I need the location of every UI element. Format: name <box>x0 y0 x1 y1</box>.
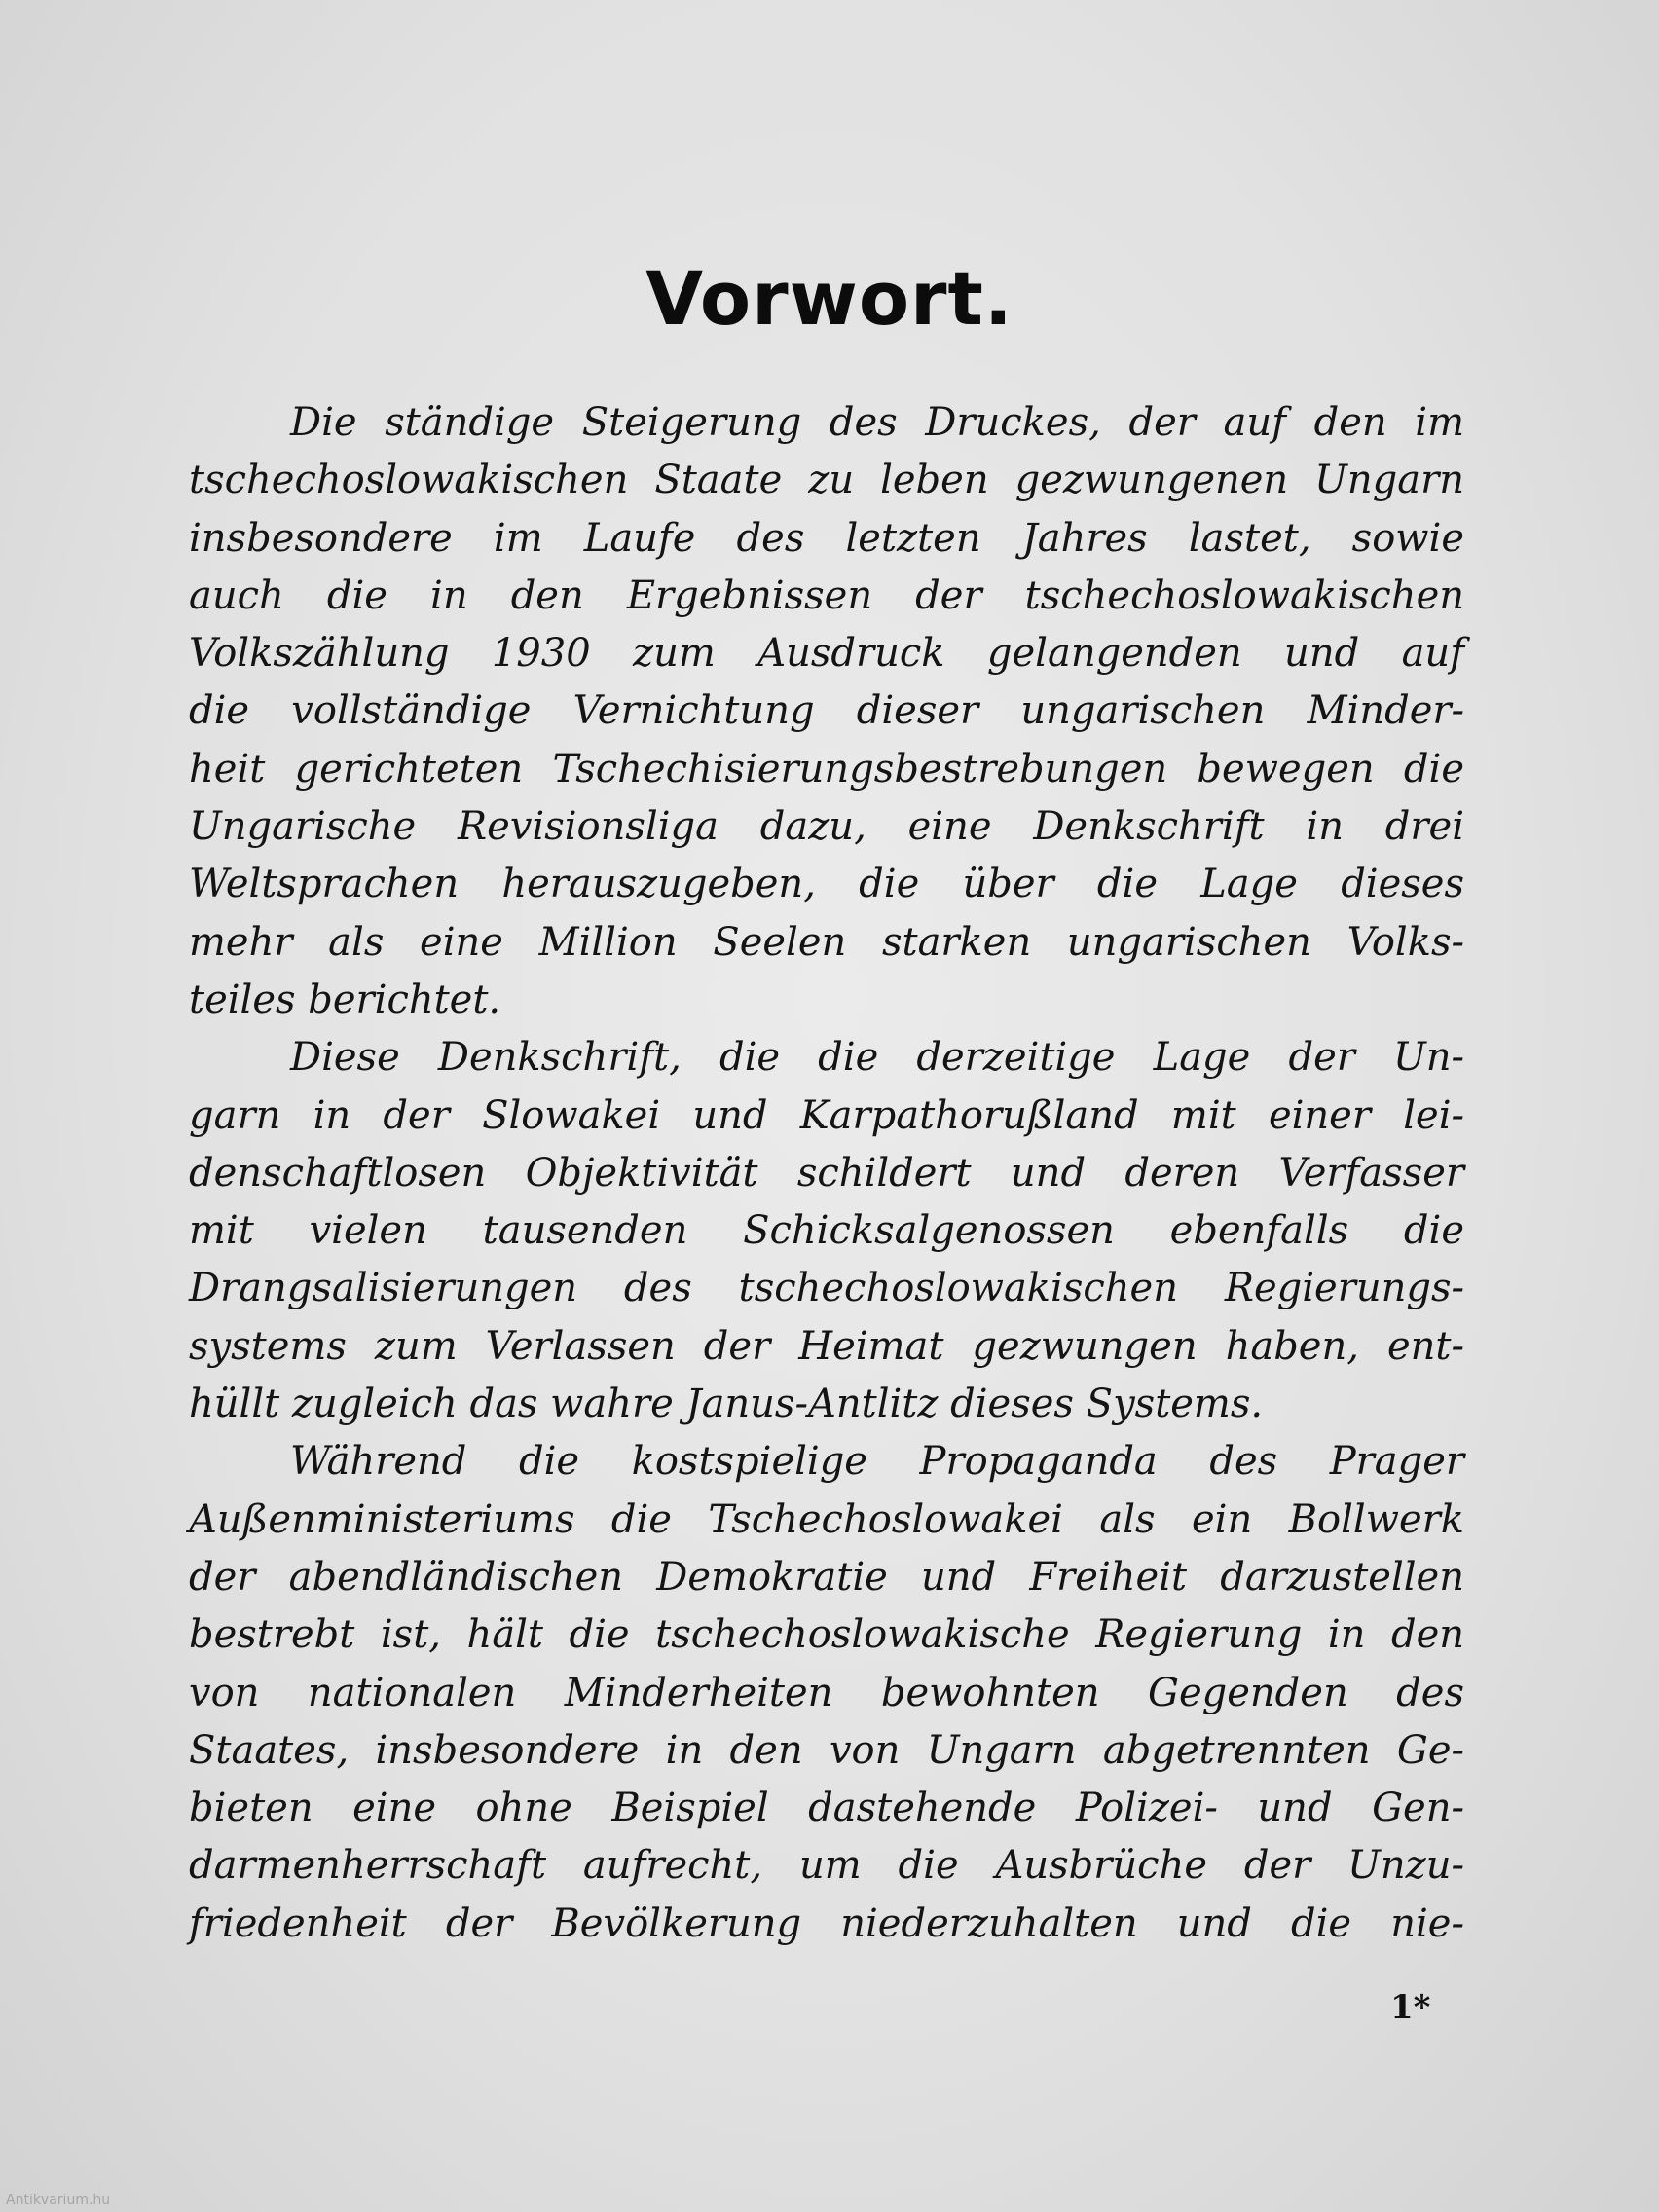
body-text <box>189 394 1464 1953</box>
paragraph-2-line: systems zum Verlassen der Heimat gezwungen haben, ent- <box>189 1323 1464 1369</box>
page-title: Vorwort. <box>645 255 1014 342</box>
paragraph-1-line: insbesondere im Laufe des letzten Jahres lastet, sowie <box>189 515 1464 561</box>
page-number: 1* <box>1390 1988 1431 2027</box>
paragraph-2-line: Diese Denkschrift, die die derzeitige Lage der Un- <box>290 1035 1464 1081</box>
paragraph-2-line: garn in der Slowakei und Karpathorußland mit einer lei- <box>189 1092 1464 1138</box>
paragraph-3-line: Außenministeriums die Tschechoslowakei als ein Bollwerk <box>189 1496 1464 1542</box>
paragraph-1-line: teiles berichtet. <box>189 977 501 1022</box>
paragraph-1-line: Weltsprachen herauszugeben, die über die Lage dieses <box>189 862 1464 907</box>
paragraph-1-line: Volkszählung 1930 zum Ausdruck gelangenden und auf <box>189 631 1464 677</box>
watermark: Antikvarium.hu <box>6 2193 111 2208</box>
paragraph-1-line: tschechoslowakischen Staate zu leben gezwungenen Ungarn <box>189 458 1464 503</box>
paragraph-1-line: mehr als eine Million Seelen starken ungarischen Volks- <box>189 919 1464 965</box>
paragraph-2-line: denschaftlosen Objektivität schildert und deren Verfasser <box>189 1150 1464 1196</box>
paragraph-3-line: der abendländischen Demokratie und Freiheit darzustellen <box>189 1554 1464 1600</box>
paragraph-1-line: heit gerichteten Tschechisierungsbestrebungen bewegen die <box>189 746 1464 792</box>
paragraph-3-line: friedenheit der Bevölkerung niederzuhalten und die nie- <box>189 1900 1464 1946</box>
paragraph-3-line: bestrebt ist, hält die tschechoslowakische Regierung in den <box>189 1612 1464 1658</box>
paragraph-3-line: Während die kostspielige Propaganda des Prager <box>290 1439 1464 1485</box>
paragraph-3-line: darmenherrschaft aufrecht, um die Ausbrüche der Unzu- <box>189 1843 1464 1889</box>
paragraph-3-line: von nationalen Minderheiten bewohnten Gegenden des <box>189 1670 1464 1715</box>
paragraph-3-line: bieten eine ohne Beispiel dastehende Polizei- und Gen- <box>189 1786 1464 1831</box>
paragraph-2-line: hüllt zugleich das wahre Janus-Antlitz dieses Systems. <box>189 1382 1264 1427</box>
paragraph-2-line: mit vielen tausenden Schicksalgenossen ebenfalls die <box>189 1208 1464 1254</box>
paragraph-3-line: Staates, insbesondere in den von Ungarn abgetrennten Ge- <box>189 1727 1464 1773</box>
paragraph-1-line: Ungarische Revisionsliga dazu, eine Denkschrift in drei <box>189 804 1464 850</box>
paragraph-2-line: Drangsalisierungen des tschechoslowakischen Regierungs- <box>189 1266 1464 1311</box>
paragraph-1-line: Die ständige Steigerung des Druckes, der auf den im <box>290 400 1464 445</box>
paragraph-1-line: die vollständige Vernichtung dieser ungarischen Minder- <box>189 688 1464 734</box>
paragraph-1-line: auch die in den Ergebnissen der tschechoslowakischen <box>189 572 1464 618</box>
